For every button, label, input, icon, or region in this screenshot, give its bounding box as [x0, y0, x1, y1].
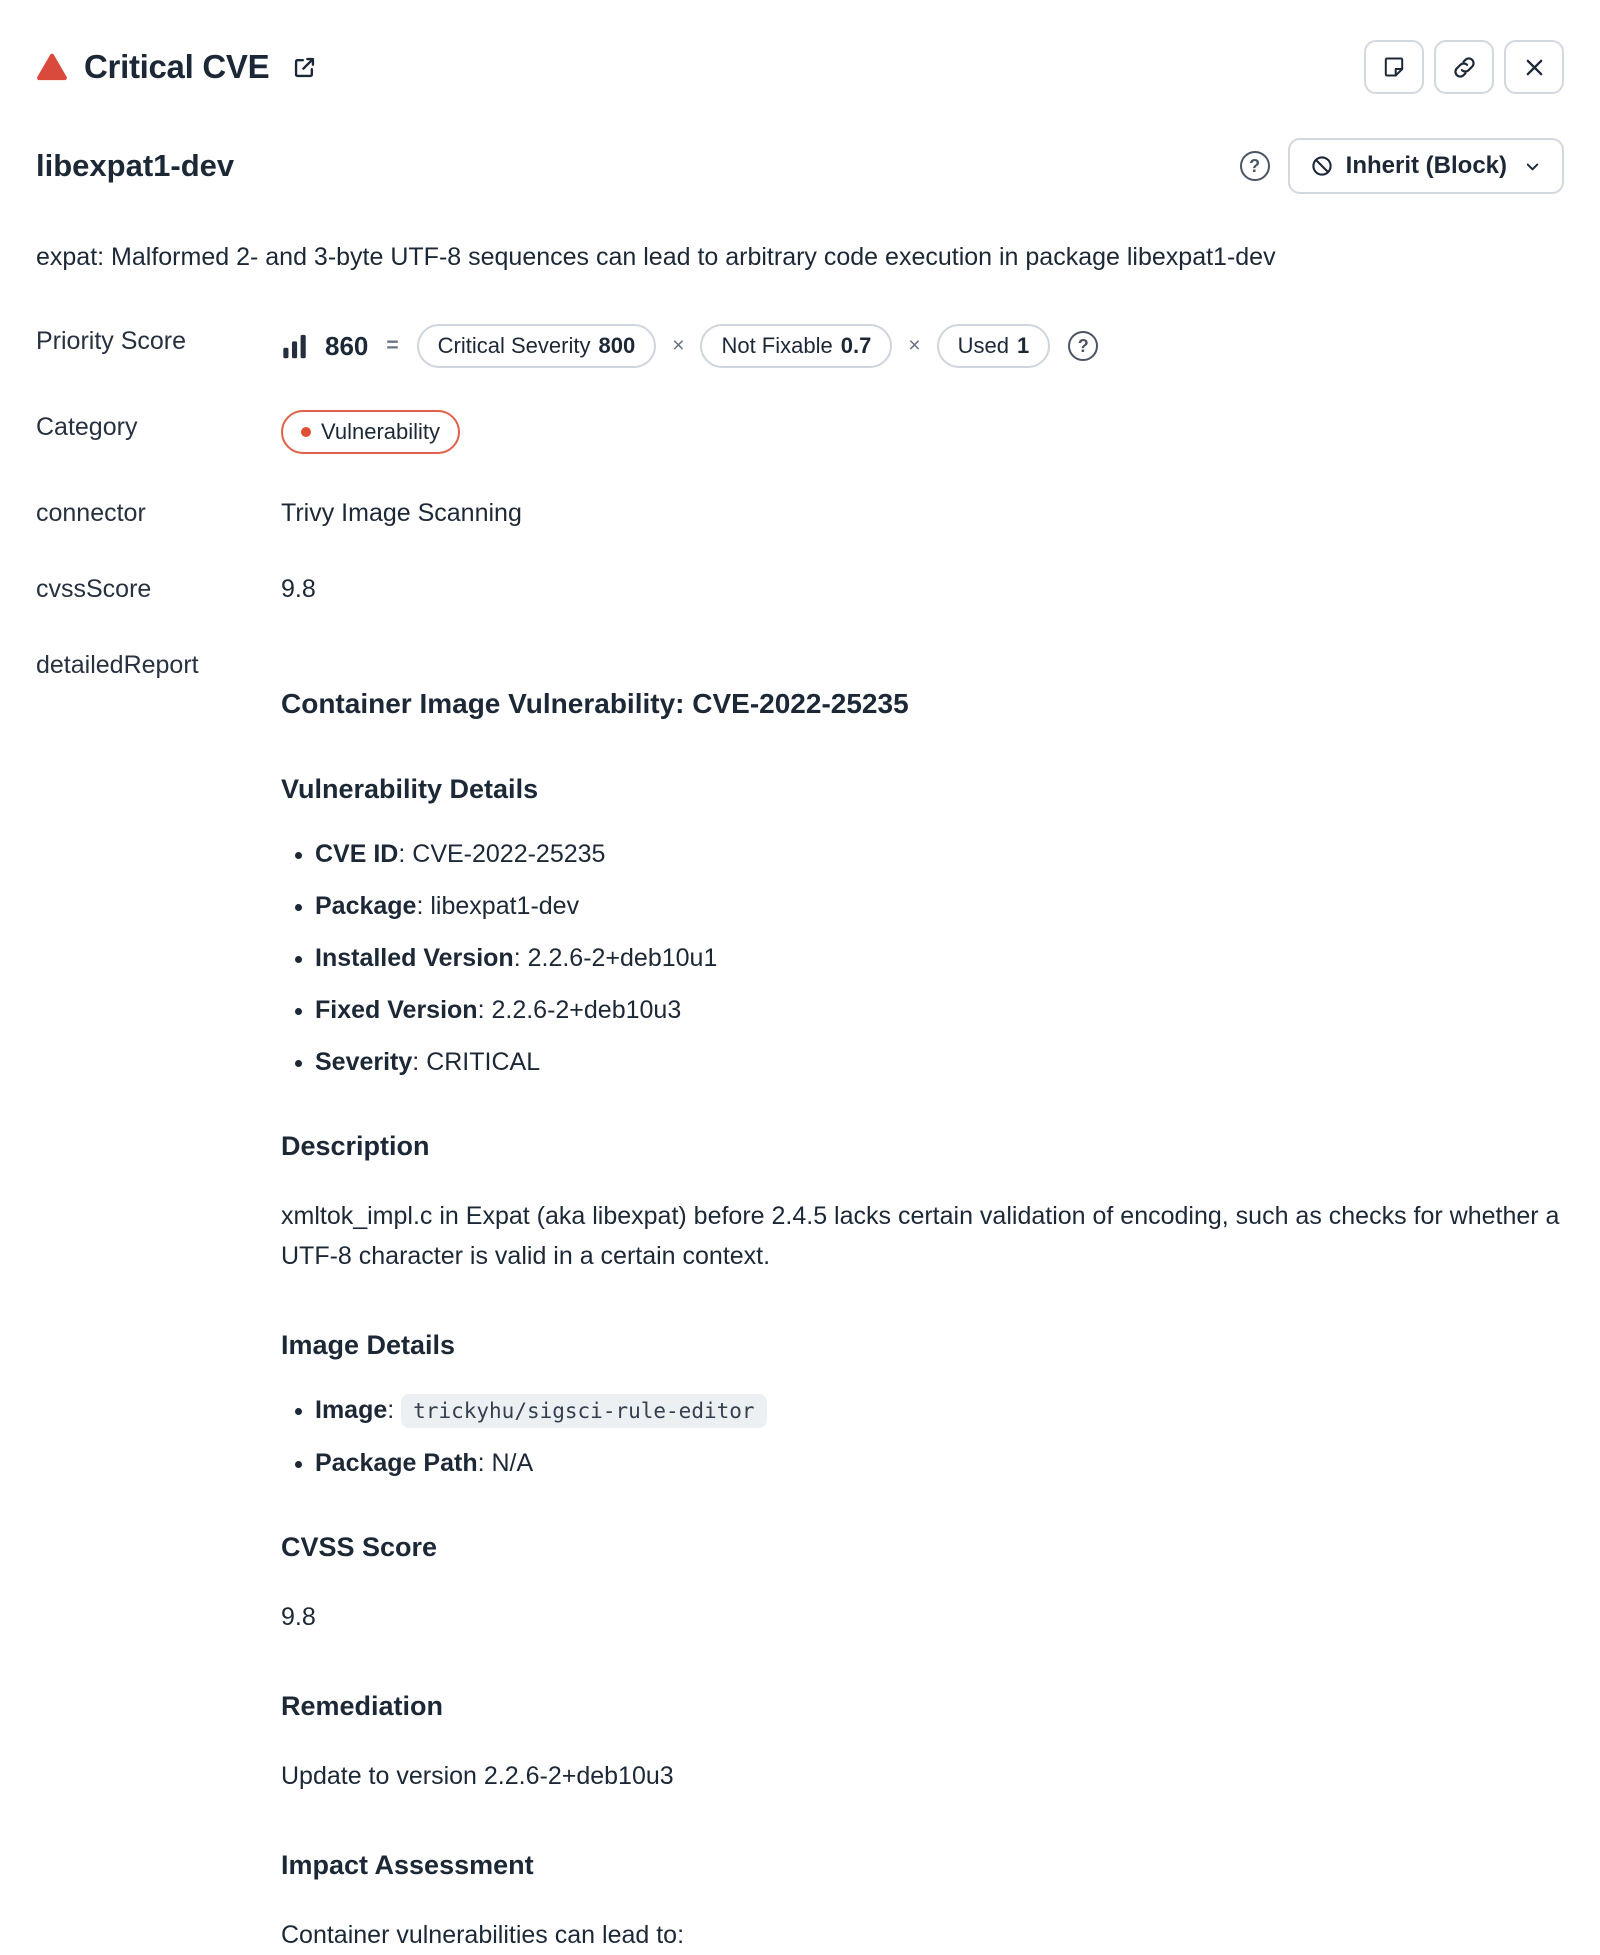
field-label: detailedReport	[36, 651, 199, 679]
package-row	[36, 138, 1564, 194]
policy-label: Inherit (Block)	[1345, 152, 1507, 179]
chevron-down-icon	[1523, 157, 1542, 176]
policy-dropdown[interactable]	[1288, 138, 1564, 194]
item-separator: :	[398, 840, 413, 868]
page-title: Critical CVE	[84, 48, 270, 85]
item-label: Package	[315, 892, 417, 920]
item-separator: :	[387, 1396, 402, 1424]
list-item	[315, 1395, 1564, 1426]
help-icon[interactable]: ?	[1240, 151, 1270, 181]
remediation-text: Update to version 2.2.6-2+deb10u3	[281, 1762, 674, 1790]
category-pill-label: Vulnerability	[321, 419, 441, 444]
factor-pill-used	[937, 324, 1051, 368]
factor-value: 0.7	[840, 333, 872, 358]
item-separator: :	[412, 1048, 427, 1076]
factor-pill-fixable	[700, 324, 892, 368]
close-icon	[1523, 56, 1546, 79]
item-separator: :	[477, 996, 492, 1024]
image-name-code: trickyhu/sigsci-rule-editor	[401, 1394, 766, 1428]
section-heading-cvss-score: CVSS Score	[281, 1532, 438, 1562]
field-label: Category	[36, 413, 138, 441]
section-heading-description: Description	[281, 1131, 430, 1161]
link-icon	[1452, 55, 1477, 80]
item-value: 2.2.6-2+deb10u3	[491, 996, 682, 1024]
impact-text: Container vulnerabilities can lead to:	[281, 1921, 685, 1949]
item-label: Image	[315, 1396, 388, 1424]
note-icon	[1382, 55, 1406, 79]
priority-score-value: 860	[325, 330, 369, 361]
item-label: Installed Version	[315, 944, 514, 972]
factor-value: 800	[598, 333, 636, 358]
header-title-group	[36, 48, 318, 86]
description-text: xmltok_impl.c in Expat (aka libexpat) before 2.4.5 lacks certain validation of encoding, such as checks for whether a UTF-8 character is valid in a certain context.	[281, 1202, 1560, 1270]
connector-value: Trivy Image Scanning	[281, 499, 522, 527]
panel-header	[36, 40, 1564, 94]
factor-name: Not Fixable	[721, 333, 833, 358]
package-name: libexpat1-dev	[36, 148, 235, 183]
vulnerability-dot-icon	[301, 427, 311, 437]
report-title: Container Image Vulnerability: CVE-2022-25235	[281, 688, 909, 719]
external-link-icon[interactable]	[291, 54, 318, 81]
field-detailed-report	[36, 648, 1564, 682]
list-item	[315, 995, 1564, 1025]
summary-text: expat: Malformed 2- and 3-byte UTF-8 sequences can lead to arbitrary code execution in package libexpat1-dev	[36, 243, 1276, 271]
item-label: Package Path	[315, 1449, 478, 1477]
warning-triangle-icon	[36, 52, 68, 82]
list-item	[315, 839, 1564, 869]
block-icon	[1310, 154, 1334, 178]
field-priority-score	[36, 324, 1564, 368]
section-heading-image-details: Image Details	[281, 1330, 456, 1360]
priority-bars-icon	[281, 333, 309, 359]
field-label: Priority Score	[36, 327, 187, 355]
item-value: CVE-2022-25235	[412, 840, 606, 868]
item-separator: :	[416, 892, 431, 920]
field-label: cvssScore	[36, 575, 152, 603]
close-button[interactable]	[1504, 40, 1564, 94]
multiply-sign: ×	[672, 334, 685, 357]
item-label: Severity	[315, 1048, 413, 1076]
vulnerability-details-list	[281, 839, 1564, 1077]
field-cvss-score	[36, 572, 1564, 606]
section-heading-impact-assessment: Impact Assessment	[281, 1850, 534, 1880]
multiply-sign: ×	[908, 334, 921, 357]
fields	[36, 324, 1564, 1955]
cvss-score-text: 9.8	[281, 1603, 316, 1631]
priority-score-line	[281, 324, 1098, 368]
list-item	[315, 891, 1564, 921]
category-value	[281, 410, 460, 454]
cvss-score-value: 9.8	[281, 575, 316, 603]
item-label: Fixed Version	[315, 996, 478, 1024]
image-details-list	[281, 1395, 1564, 1478]
item-value: libexpat1-dev	[430, 892, 580, 920]
item-separator: :	[477, 1449, 492, 1477]
link-button[interactable]	[1434, 40, 1494, 94]
item-value: CRITICAL	[426, 1048, 541, 1076]
section-heading-vulnerability-details: Vulnerability Details	[281, 774, 539, 804]
factor-pill-severity	[417, 324, 657, 368]
section-heading-remediation: Remediation	[281, 1691, 444, 1721]
priority-help-icon[interactable]: ?	[1068, 331, 1098, 361]
field-category	[36, 410, 1564, 454]
field-connector	[36, 496, 1564, 530]
item-value: N/A	[491, 1449, 534, 1477]
note-button[interactable]	[1364, 40, 1424, 94]
policy-group	[1240, 138, 1564, 194]
equals-sign: =	[386, 334, 399, 357]
detailed-report	[281, 688, 1564, 1955]
item-label: CVE ID	[315, 840, 399, 868]
field-label: connector	[36, 499, 146, 527]
category-pill	[281, 410, 460, 454]
list-item	[315, 1047, 1564, 1077]
list-item	[315, 1448, 1564, 1478]
factor-name: Used	[957, 333, 1009, 358]
factor-value: 1	[1016, 333, 1030, 358]
item-separator: :	[513, 944, 528, 972]
list-item	[315, 943, 1564, 973]
factor-name: Critical Severity	[437, 333, 591, 358]
item-value: 2.2.6-2+deb10u1	[527, 944, 718, 972]
header-actions	[1364, 40, 1564, 94]
